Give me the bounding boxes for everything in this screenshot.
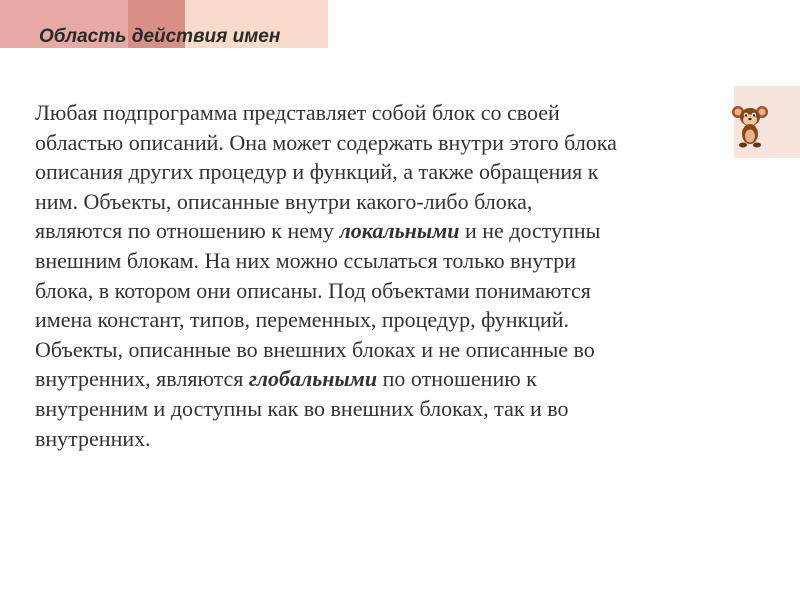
body-line: описания других процедур и функций, а также обращения к [35, 159, 599, 185]
body-paragraph [35, 98, 755, 453]
body-text-segment: и не доступны [459, 218, 601, 244]
term-local: локальными [339, 218, 460, 244]
term-global: глобальными [248, 366, 378, 392]
body-line: внутренних. [35, 425, 151, 451]
body-line [35, 216, 755, 246]
body-text-segment: по отношению к [377, 366, 537, 392]
body-text-segment: являются по отношению к нему [35, 218, 340, 244]
body-line: областью описаний. Она может содержать внутри этого блока [35, 129, 617, 155]
slide-title: Область действия имен [39, 26, 281, 47]
body-line: имена констант, типов, переменных, процедур, функций. [35, 307, 570, 333]
body-line: внутренним и доступны как во внешних блоках, так и во [35, 395, 569, 421]
body-text-segment: внутренних, являются [35, 366, 249, 392]
body-line: ним. Объекты, описанные внутри какого-либо блока, [35, 188, 533, 214]
body-line: Объекты, описанные во внешних блоках и не описанные во [35, 336, 595, 362]
body-line: Любая подпрограмма представляет собой блок со своей [35, 100, 560, 125]
body-line: внешним блокам. На них можно ссылаться только внутри [35, 247, 576, 273]
body-line [35, 364, 755, 394]
body-line: блока, в котором они описаны. Под объектами понимаются [35, 277, 591, 303]
